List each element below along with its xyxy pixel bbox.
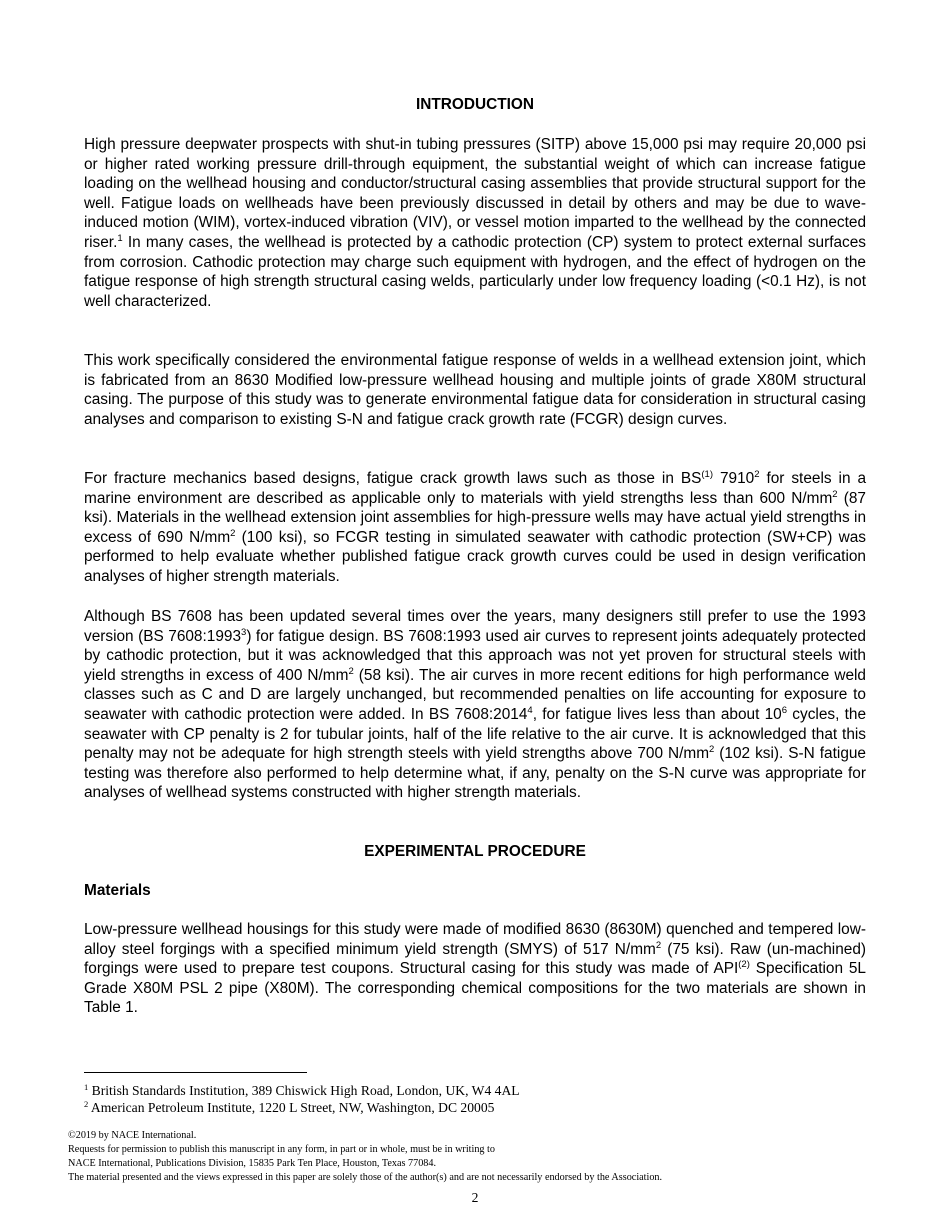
footnote-marker: (1) [701, 469, 713, 480]
reference-marker: 3 [241, 626, 247, 638]
intro-paragraph-4: Although BS 7608 has been updated several times over the years, many designers still prefer to use the 1993 version (BS 7608:1993$^3$) for fatigue design. BS 7608:1993 used air curves to represent joints adequately protected by cathodic protection, but it was acknowledged that this approach was not yet proven for structural steels with yield strengths in excess of 400 $N/mm^2$ (58 ksi). The air curves in more recent editions for high performance weld classes such as C and D are largely unchanged, but recommended penalties on life accounting for exposure to seawater with cathodic protection were added. In BS 7608:2014$^4$, for fatigue lives less than about $10^6$ cycles, the seawater with CP penalty is 2 for tubular joints, half of the life relative to the air curve. It is acknowledged that this penalty may not be adequate for high strength steels with yield strengths above 700 $N/mm^2$ (102 ksi). S-N fatigue testing was therefore also performed to help determine what, if any, penalty on the S-N curve was appropriate for analyses of wellhead systems constructed with higher strength materials. [84, 608, 867, 802]
reference-marker: 1 [117, 232, 123, 244]
page-number: 2 [471, 1190, 479, 1205]
copyright-line: Requests for permission to publish this manuscript in any form, in part or in whole, must be in writing to [68, 1143, 495, 1155]
footnote-marker: (2) [738, 959, 750, 971]
subsection-heading-materials: Materials [84, 882, 151, 899]
copyright-line: NACE International, Publications Division, 15835 Park Ten Place, Houston, Texas 77084. [68, 1157, 437, 1169]
unit-exponent: 2 [832, 488, 838, 500]
copyright-notice [68, 1129, 898, 1185]
copyright-line: ©2019 by NACE International. [68, 1130, 197, 1141]
section-heading-experimental: EXPERIMENTAL PROCEDURE [364, 843, 586, 860]
intro-paragraph-1: High pressure deepwater prospects with shut-in tubing pressures (SITP) above 15,000 psi may require 20,000 psi or higher rated working pressure drill-through equipment, the substantial weight of which can increase fatigue loading on the wellhead housing and conductor/structural casing assemblies that provide structural support for the well. Fatigue loads on wellheads have been previously discussed in detail by others and may be due to wave-induced motion (WIM), vortex-induced vibration (VIV), or vessel motion imparted to the wellhead by the connected riser.$^1$ In many cases, the wellhead is protected by a cathodic protection (CP) system to protect external surfaces from corrosion. Cathodic protection may charge such equipment with hydrogen, and the effect of hydrogen on the fatigue response of high strength structural casing welds, particularly under low frequency loading (<0.1 Hz), is not well characterized. [84, 136, 866, 310]
intro-paragraph-2: This work specifically considered the environmental fatigue response of welds in a wellhead extension joint, which is fabricated from an 8630 Modified low-pressure wellhead housing and multiple joints of grade X80M structural casing. The purpose of this study was to generate environmental fatigue data for consideration in structural casing analyses and comparison to existing S-N and fatigue crack growth rate (FCGR) design curves. [84, 352, 866, 428]
footnote-2: $^2$ American Petroleum Institute, 1220 L Street, NW, Washington, DC 20005 [84, 1099, 495, 1115]
reference-marker: 2 [754, 469, 760, 480]
reference-marker: 4 [527, 704, 533, 716]
unit-exponent: 2 [348, 665, 354, 677]
power-exponent: 6 [781, 704, 788, 716]
copyright-line: The material presented and the views expressed in this paper are solely those of the author(s) and are not necessarily endorsed by the Association. [68, 1171, 663, 1183]
unit-exponent: 2 [655, 939, 662, 951]
intro-paragraph-3: For fracture mechanics based designs, fatigue crack growth laws such as those in BS$^{(1)}$ 7910$^2$ for steels in a marine environment are described as applicable only to materials with yield strengths less than 600 $N/mm^2$ (87 ksi). Materials in the wellhead extension joint assemblies for high-pressure wells may have actual yield strengths in excess of 690 $N/mm^2$ (100 ksi), so FCGR testing in simulated seawater with cathodic protection (SW+CP) was performed to help evaluate whether published fatigue crack growth curves could be used in design verification analyses of higher strength materials. [84, 469, 867, 585]
section-heading-introduction: INTRODUCTION [416, 96, 534, 113]
materials-paragraph: Low-pressure wellhead housings for this study were made of modified 8630 (8630M) quenched and tempered low-alloy steel forgings with a specified minimum yield strength (SMYS) of 517 $N/mm^2$ (75 ksi). Raw (un-machined) forgings were used to prepare test coupons. Structural casing for this study was made of API$^{(2)}$ Specification 5L Grade X80M PSL 2 pipe (X80M). The corresponding chemical compositions for the two materials are shown in Table 1. [84, 921, 866, 1017]
footnote-separator [84, 1072, 307, 1073]
unit-exponent: 2 [230, 527, 236, 539]
unit-exponent: 2 [709, 744, 715, 756]
footnote-1: $^1$ British Standards Institution, 389 Chiswick High Road, London, UK, W4 4AL [84, 1082, 520, 1098]
